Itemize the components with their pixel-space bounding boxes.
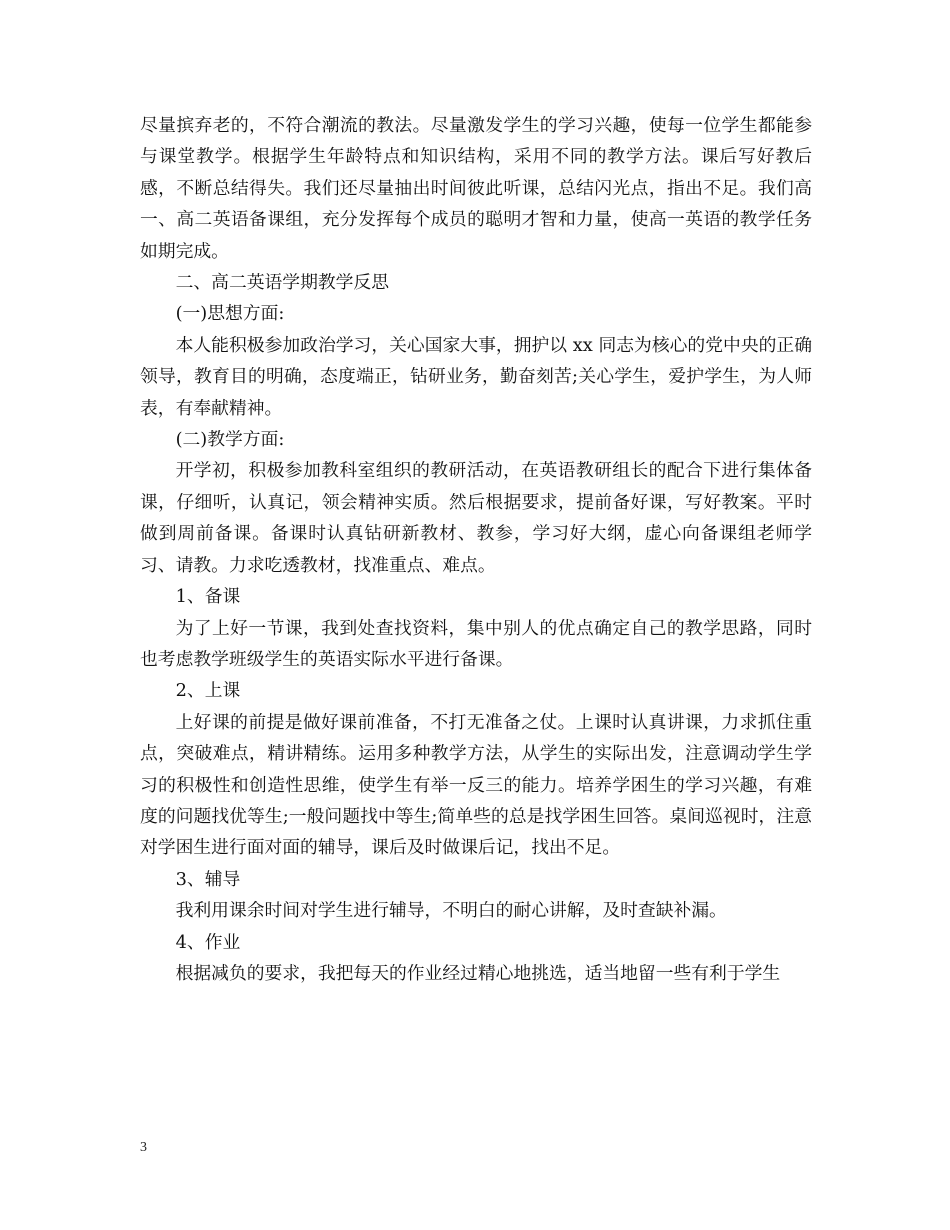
paragraph: (二)教学方面: bbox=[175, 429, 285, 451]
paragraph: 为了上好一节课，我到处查找资料，集中别人的优点确定自己的教学思路，同时也考虑教学班级学生的英语实际水平进行备课。 bbox=[140, 617, 812, 670]
paragraph: 1、备课 bbox=[175, 586, 241, 608]
paragraph: 尽量摈弃老的，不符合潮流的教法。尽量激发学生的学习兴趣，使每一位学生都能参与课堂教学。根据学生年龄特点和知识结构，采用不同的教学方法。课后写好教后感，不断总结得失。我们还尽量抽出时间彼此听课，总结闪光点，指出不足。我们高一、高二英语备课组，充分发挥每个成员的聪明才智和力量，使高一英语的教学任务如期完成。 bbox=[140, 115, 812, 262]
paragraph: 根据减负的要求，我把每天的作业经过精心地挑选，适当地留一些有利于学生 bbox=[175, 962, 781, 984]
document-body bbox=[140, 110, 812, 989]
paragraph: (一)思想方面: bbox=[175, 303, 285, 325]
paragraph: 上好课的前提是做好课前准备，不打无准备之仗。上课时认真讲课，力求抓住重点，突破难点，精讲精练。运用多种教学方法，从学生的实际出发，注意调动学生学习的积极性和创造性思维，使学生有举一反三的能力。培养学困生的学习兴趣，有难度的问题找优等生;一般问题找中等生;简单些的总是找学困生回答。桌间巡视时，注意对学困生进行面对面的辅导，课后及时做课后记，找出不足。 bbox=[140, 711, 812, 859]
paragraph: 开学初，积极参加教科室组织的教研活动，在英语教研组长的配合下进行集体备课，仔细听，认真记，领会精神实质。然后根据要求，提前备好课，写好教案。平时做到周前备课。备课时认真钻研新教材、教参，学习好大纲，虚心向备课组老师学习、请教。力求吃透教材，找准重点、难点。 bbox=[140, 460, 812, 576]
paragraph: 4、作业 bbox=[175, 931, 241, 953]
paragraph: 3、辅导 bbox=[175, 868, 241, 890]
paragraph: 2、上课 bbox=[175, 680, 241, 702]
paragraph: 我利用课余时间对学生进行辅导，不明白的耐心讲解，及时查缺补漏。 bbox=[175, 900, 727, 922]
paragraph: 二、高二英语学期教学反思 bbox=[175, 272, 389, 294]
paragraph: 本人能积极参加政治学习，关心国家大事，拥护以 xx 同志为核心的党中央的正确领导，教育目的明确，态度端正，钻研业务，勤奋刻苦;关心学生，爱护学生，为人师表，有奉献精神。 bbox=[140, 334, 812, 419]
page-number: 3 bbox=[140, 1140, 147, 1155]
